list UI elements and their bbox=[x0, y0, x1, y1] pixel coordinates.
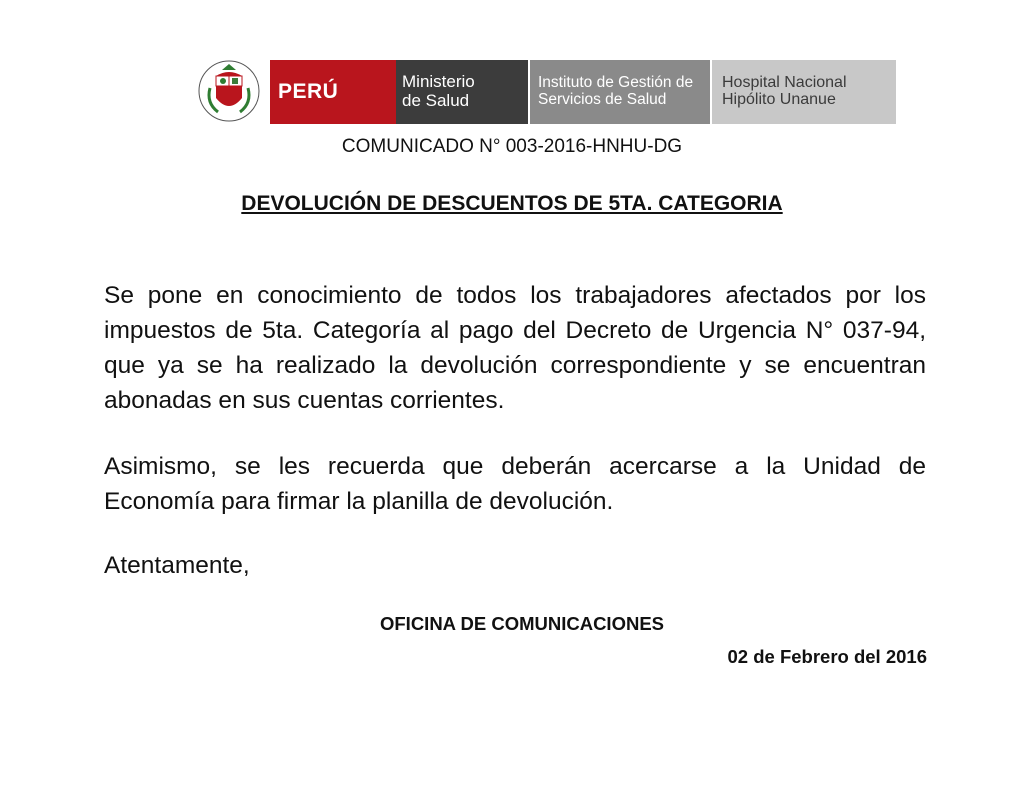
institute-line1: Instituto de Gestión de bbox=[538, 74, 694, 91]
hospital-line1: Hospital Nacional bbox=[722, 74, 847, 91]
ministry-line1: Ministerio bbox=[402, 72, 475, 91]
closing: Atentamente, bbox=[104, 552, 250, 579]
document-date: 02 de Febrero del 2016 bbox=[727, 646, 927, 667]
peru-label: PERÚ bbox=[278, 80, 339, 103]
hospital-line2: Hipólito Unanue bbox=[722, 91, 836, 108]
ministry-box bbox=[396, 60, 528, 124]
hospital-box bbox=[712, 60, 896, 124]
institute-line2: Servicios de Salud bbox=[538, 91, 667, 108]
paragraph-2: Asimismo, se les recuerda que deberán acercarse a la Unidad de Economía para firmar la planilla de devolución. bbox=[104, 453, 926, 515]
flag-stripe bbox=[262, 60, 270, 124]
peru-ministry-logo bbox=[262, 60, 528, 124]
comunicado-number: COMUNICADO N° 003-2016-HNHU-DG bbox=[341, 136, 683, 157]
office-signature: OFICINA DE COMUNICACIONES bbox=[379, 613, 664, 634]
header-logos bbox=[196, 58, 847, 124]
document-title: DEVOLUCIÓN DE DESCUENTOS DE 5TA. CATEGORIA bbox=[241, 192, 783, 215]
ministry-line2: de Salud bbox=[402, 91, 470, 110]
institute-box bbox=[530, 60, 710, 124]
paragraph-1: Se pone en conocimiento de todos los trabajadores afectados por los impuestos de 5ta. Categoría al pago del Decreto de Urgencia N° 037-94, que ya se ha realizado la devolución correspondiente y se encuentran abonadas en sus cuentas corrientes. bbox=[104, 282, 926, 414]
national-shield-icon bbox=[196, 58, 262, 124]
